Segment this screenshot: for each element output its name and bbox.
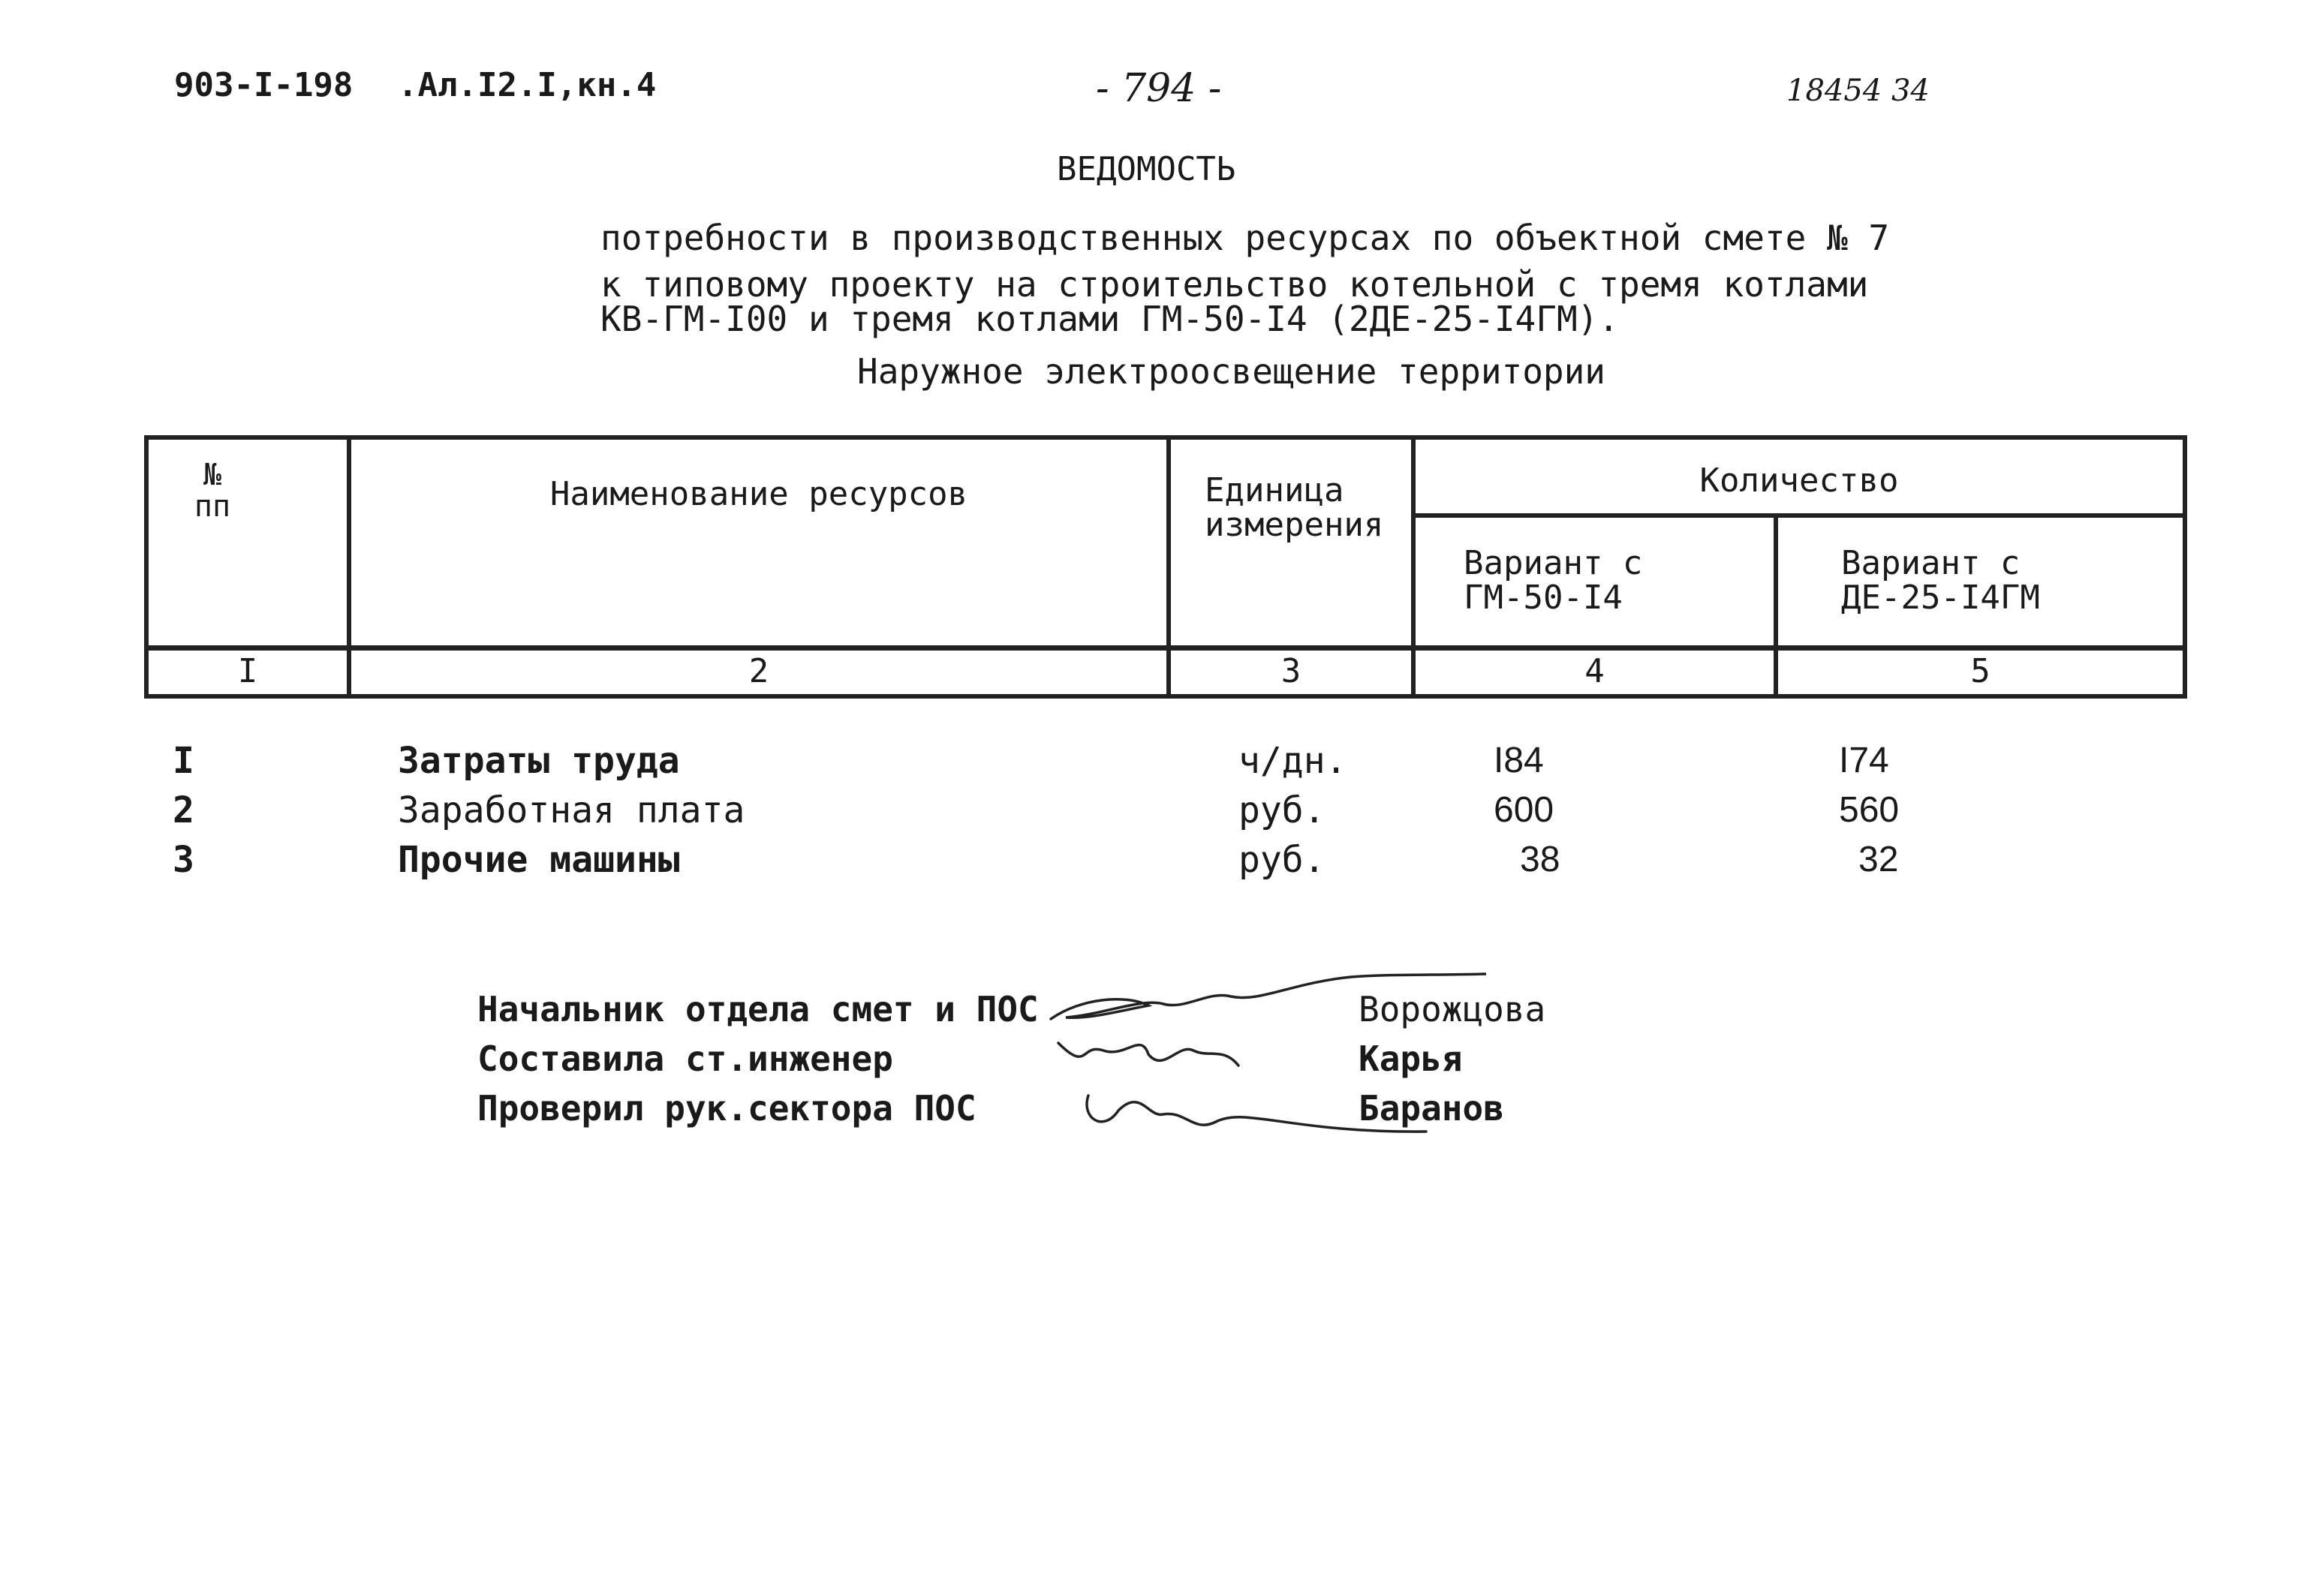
column-quantity-header: Количество: [1413, 437, 2185, 515]
column-name-header: Наименование ресурсов: [349, 437, 1169, 648]
signature-role: Проверил рук.сектора ПОС: [477, 1088, 976, 1129]
signature-name: Ворожцова: [1359, 989, 1546, 1029]
row-number: I: [173, 740, 194, 782]
row-value-variant1: 38: [1520, 840, 1560, 879]
index-cell: 2: [349, 648, 1169, 696]
row-name: Затраты труда: [398, 740, 680, 782]
section-title: Наружное электроосвещение территории: [857, 351, 1605, 392]
row-name: Прочие машины: [398, 839, 680, 881]
row-unit: руб.: [1238, 789, 1326, 831]
title-line-3: КВ-ГМ-I00 и тремя котлами ГМ-50-I4 (2ДЕ-25-I4ГМ).: [600, 299, 1620, 339]
index-cell: 4: [1413, 648, 1776, 696]
column-unit-header: Единица измерения: [1169, 437, 1413, 648]
title-line-2: к типовому проекту на строительство котельной с тремя котлами: [600, 264, 1869, 305]
page-number: - 794 -: [1096, 66, 1222, 111]
row-number: 2: [173, 789, 194, 831]
index-cell: 3: [1169, 648, 1413, 696]
resources-table-header: [144, 435, 2187, 699]
row-value-variant2: I74: [1839, 741, 1889, 780]
signature-role: Составила ст.инженер: [477, 1038, 893, 1079]
signature-name: Баранов: [1359, 1088, 1504, 1129]
document-heading: ВЕДОМОСТЬ: [1057, 150, 1236, 188]
row-value-variant1: 600: [1494, 790, 1554, 830]
signature-role: Начальник отдела смет и ПОС: [477, 989, 1039, 1029]
column-number-header: № пп: [146, 437, 349, 648]
column-variant2-header: Вариант с ДЕ-25-I4ГМ: [1776, 515, 2185, 648]
row-value-variant2: 560: [1839, 790, 1900, 830]
row-number: 3: [173, 839, 194, 881]
index-cell: 5: [1776, 648, 2185, 696]
column-variant1-header: Вариант с ГМ-50-I4: [1413, 515, 1776, 648]
row-unit: ч/дн.: [1238, 740, 1347, 782]
album-reference: .Ал.I2.I,кн.4: [398, 66, 657, 104]
row-value-variant1: I84: [1494, 741, 1544, 780]
handwritten-signatures: [1036, 960, 1486, 1156]
row-value-variant2: 32: [1858, 840, 1899, 879]
row-name: Заработная плата: [398, 789, 745, 831]
title-line-1: потребности в производственных ресурсах по объектной смете № 7: [600, 218, 1890, 258]
signature-name: Карья: [1359, 1038, 1463, 1079]
row-unit: руб.: [1238, 839, 1326, 881]
inventory-number: 18454 34: [1786, 74, 1930, 108]
index-cell: I: [146, 648, 349, 696]
document-code: 903-I-198: [174, 66, 354, 104]
